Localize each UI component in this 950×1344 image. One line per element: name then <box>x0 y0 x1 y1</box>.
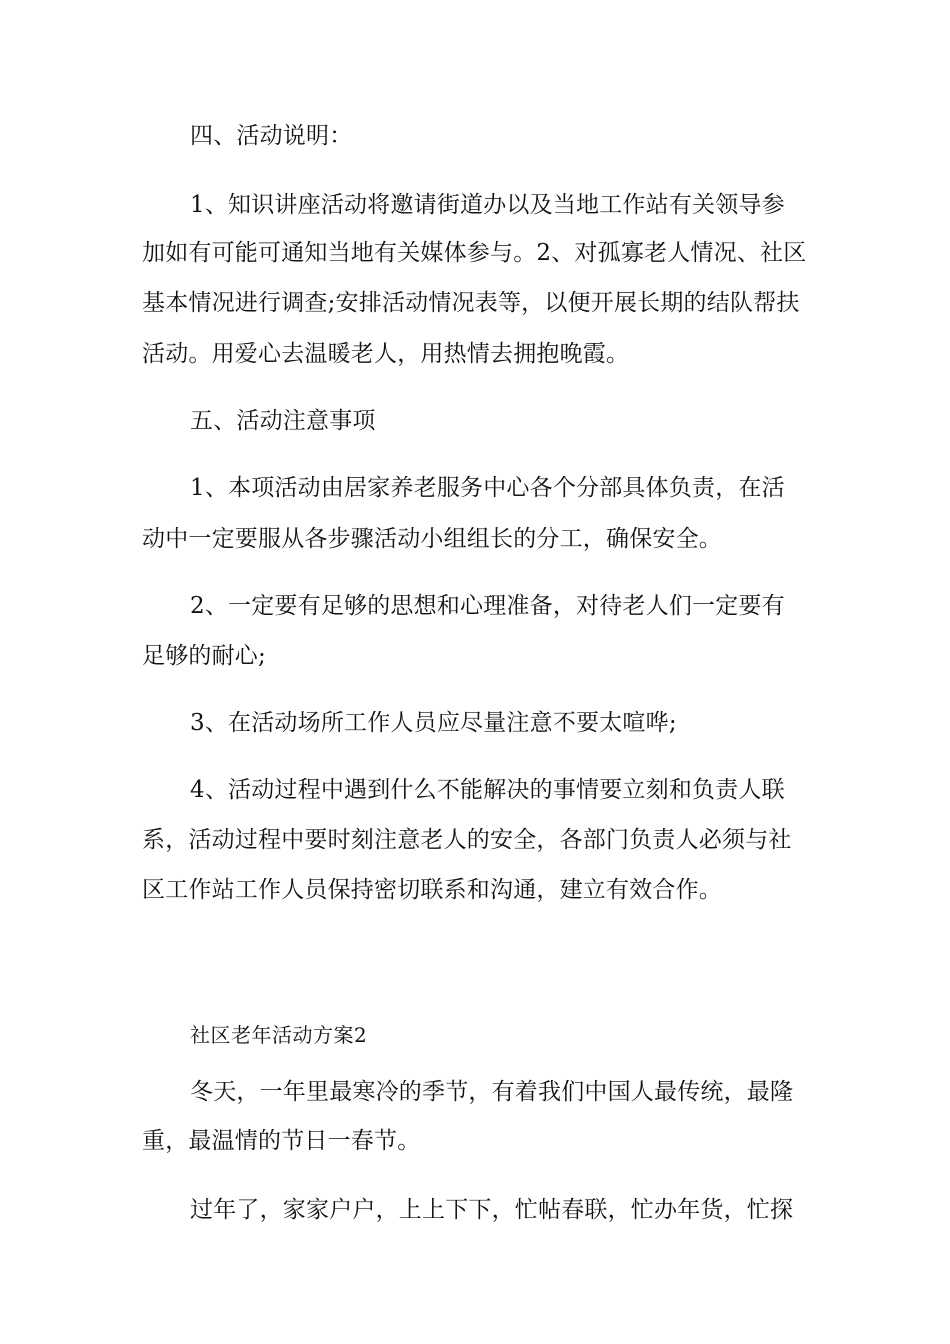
section5-item4-line: 系，活动过程中要时刻注意老人的安全，各部门负责人必须与社 <box>142 827 792 853</box>
section5-heading: 五、活动注意事项 <box>190 408 376 434</box>
section5-item4-line: 4、活动过程中遇到什么不能解决的事情要立刻和负责人联 <box>190 777 785 803</box>
section5-item2-line: 足够的耐心; <box>142 643 266 669</box>
section5-item3-line: 3、在活动场所工作人员应尽量注意不要太喧哗; <box>190 710 677 736</box>
section5-item1-line: 动中一定要服从各步骤活动小组组长的分工，确保安全。 <box>142 526 722 552</box>
plan2-paragraph1-line: 冬天，一年里最寒冷的季节，有着我们中国人最传统，最隆 <box>190 1079 794 1105</box>
section4-paragraph-line: 1、知识讲座活动将邀请街道办以及当地工作站有关领导参 <box>190 192 785 218</box>
section4-paragraph-line: 加如有可能可通知当地有关媒体参与。2、对孤寡老人情况、社区 <box>142 240 807 266</box>
section5-item1-line: 1、本项活动由居家养老服务中心各个分部具体负责，在活 <box>190 475 785 501</box>
plan2-paragraph1-line: 重，最温情的节日一春节。 <box>142 1128 421 1154</box>
section5-item4-line: 区工作站工作人员保持密切联系和沟通，建立有效合作。 <box>142 877 722 903</box>
section4-paragraph-line: 基本情况进行调查;安排活动情况表等，以便开展长期的结队帮扶 <box>142 290 800 316</box>
section4-paragraph-line: 活动。用爱心去温暖老人，用热情去拥抱晚霞。 <box>142 341 630 367</box>
section4-heading: 四、活动说明： <box>190 123 353 149</box>
section5-item2-line: 2、一定要有足够的思想和心理准备，对待老人们一定要有 <box>190 593 785 619</box>
plan2-title: 社区老年活动方案2 <box>190 1023 368 1047</box>
plan2-paragraph2-line: 过年了，家家户户，上上下下，忙帖春联，忙办年货，忙探 <box>190 1197 794 1223</box>
